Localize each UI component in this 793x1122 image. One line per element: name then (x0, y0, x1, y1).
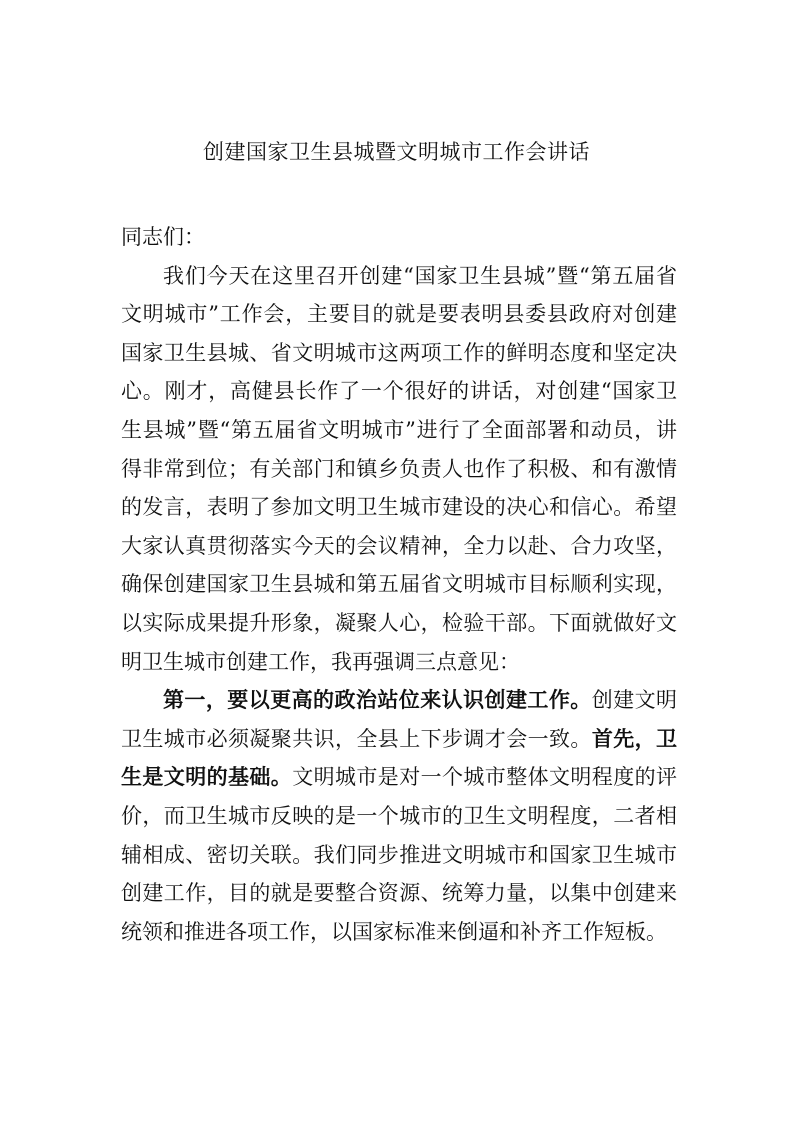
paragraph-2 (121, 681, 677, 951)
paragraph-2-heading: 第一，要以更高的政治站位来认识创建工作。 (163, 687, 592, 713)
paragraph-2-subheading: 首先，卫生是文明的基础。 (121, 725, 678, 790)
document-title: 创建国家卫生县城暨文明城市工作会讲话 (203, 140, 590, 164)
salutation: 同志们： (121, 225, 205, 249)
paragraph-2-text-1: 创建文明卫生城市必须凝聚共识，全县上下步调才会一致。 (121, 688, 678, 751)
paragraph-2-text-2: 文明城市是对一个城市整体文明程度的评价，而卫生城市反映的是一个城市的卫生文明程度，二者相辅相成、密切关联。我们同步推进文明城市和国家卫生城市创建工作，目的就是要整合资源、统筹力量，以集中创建来统领和推进各项工作，以国家标准来倒逼和补齐工作短板。 (121, 765, 678, 944)
paragraph-1: 我们今天在这里召开创建“国家卫生县城”暨“第五届省文明城市”工作会，主要目的就是要表明县委县政府对创建国家卫生县城、省文明城市这两项工作的鲜明态度和坚定决心。刚才，高健县长作了一个很好的讲话，对创建“国家卫生县城”暨“第五届省文明城市”进行了全面部署和动员，讲得非常到位；有关部门和镇乡负责人也作了积极、和有激情的发言，表明了参加文明卫生城市建设的决心和信心。希望大家认真贯彻落实今天的会议精神，全力以赴、合力攻坚，确保创建国家卫生县城和第五届省文明城市目标顺利实现，以实际成果提升形象，凝聚人心，检验干部。下面就做好文明卫生城市创建工作，我再强调三点意见： (121, 263, 677, 674)
document-body (121, 218, 677, 951)
